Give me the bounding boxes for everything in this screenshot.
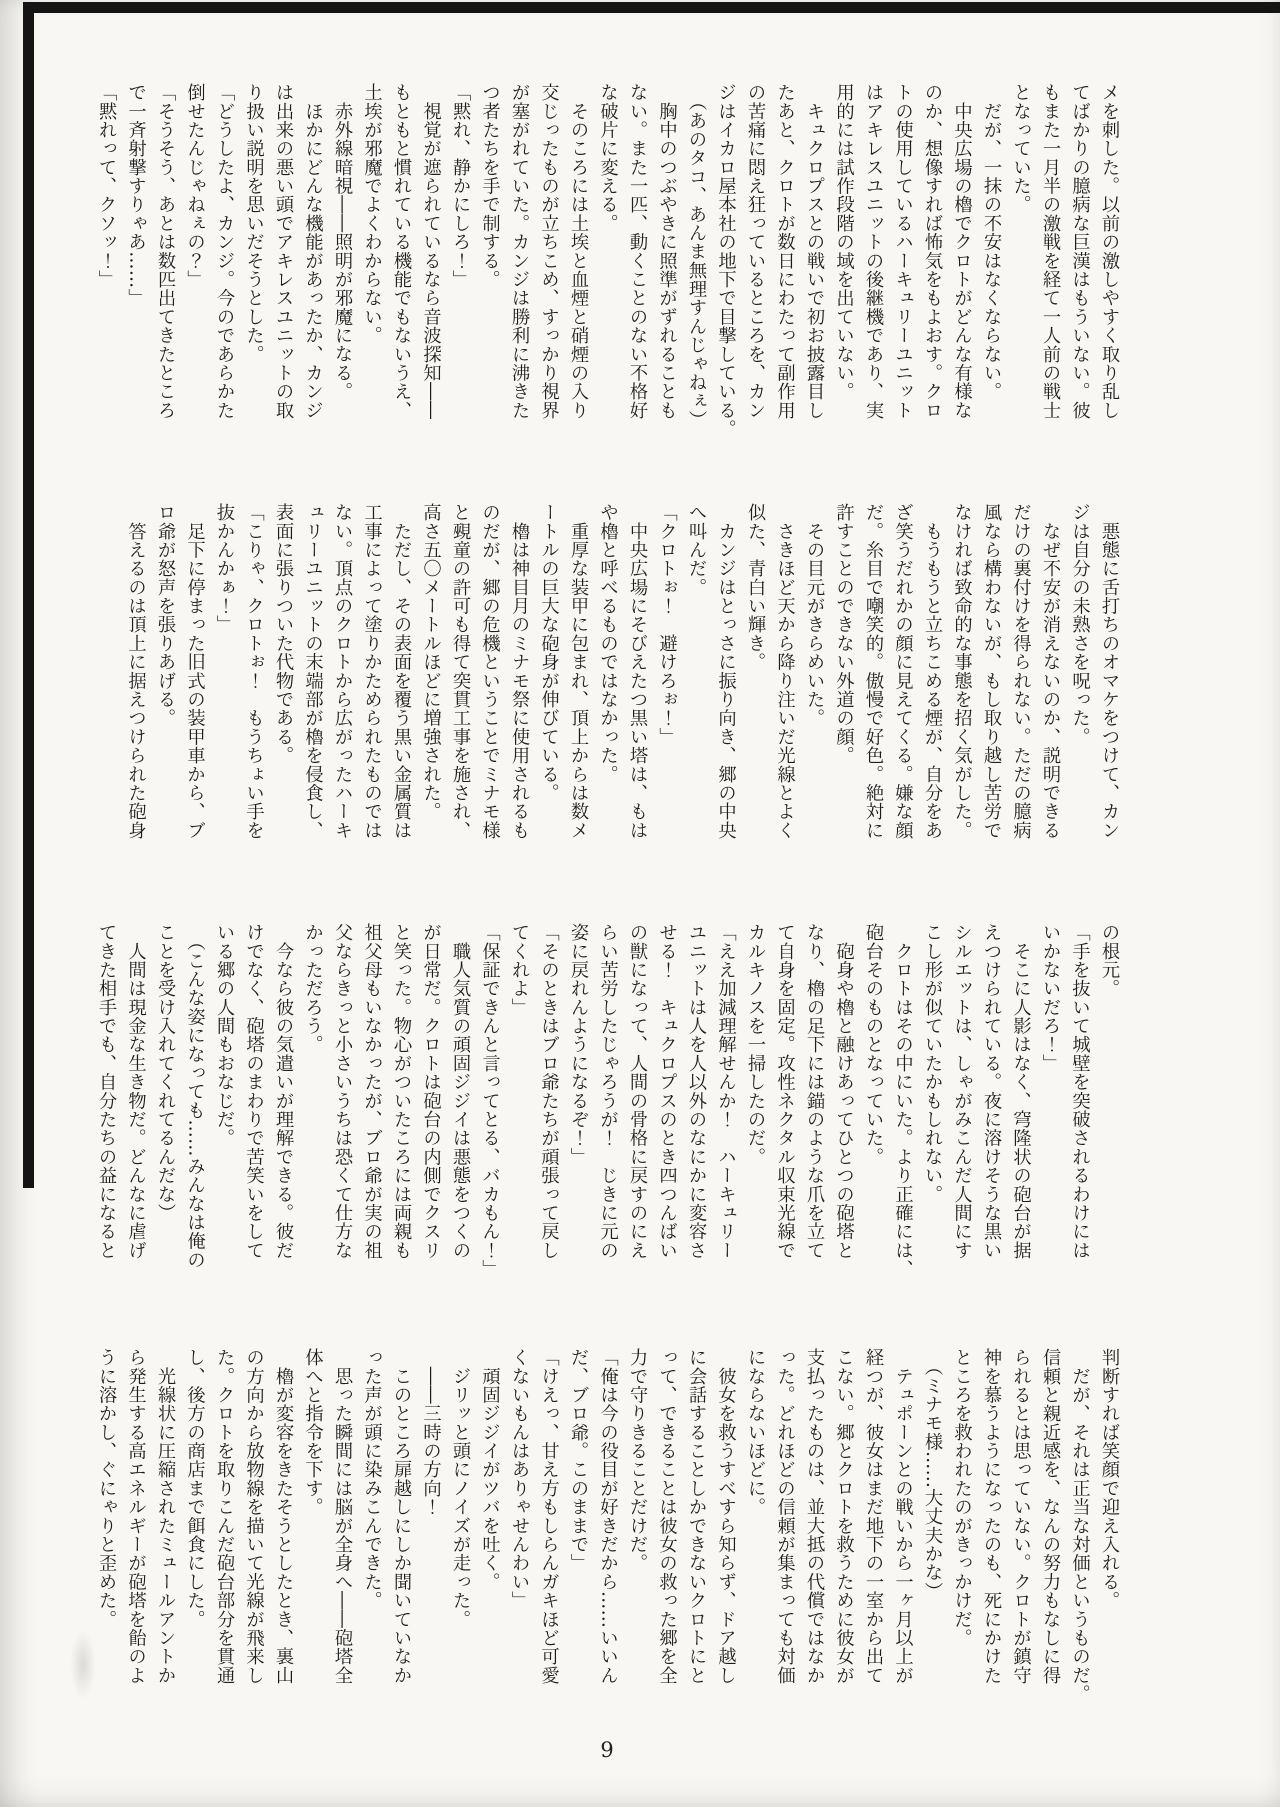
text-column: ジは自分の未熟さを呪った。 <box>1069 503 1091 746</box>
text-column: 力で守りきることだけだ。 <box>627 1348 648 1573</box>
text-column: ジリッと頭にノイズが走った。 <box>450 1348 471 1629</box>
text-column: ほかにどんな機能があったか、カンジ <box>302 83 324 420</box>
text-column: いる郷の人間もおなじだ。 <box>214 923 235 1148</box>
text-column: （こんな姿になっても……みんなは俺の <box>184 923 206 1269</box>
text-column: もうもうと立ちこめる煙が、自分をあ <box>922 503 943 840</box>
text-column: 櫓が変容をきたそうとしたとき、裏山 <box>273 1348 294 1685</box>
text-column: なぜ不安が消えないのか、説明できる <box>1040 503 1061 840</box>
text-column: 櫓は神目月のミナモ祭に使用されるも <box>509 503 530 840</box>
text-column: 答えるのは頂上に据えつけられた砲身 <box>125 503 147 840</box>
text-column: つ者たちを手で制する。 <box>479 83 501 289</box>
text-column: った。どれほどの信頼が集まっても対価 <box>774 1348 796 1685</box>
text-column: 人間は現金な生き物だ。どんなに虐げ <box>125 923 147 1260</box>
text-column: 「手を抜いて城壁を突破されるわけには <box>1069 923 1091 1260</box>
text-column: 頑固ジジイがツバを吐く。 <box>479 1348 501 1591</box>
text-column: ュリーユニットの末端部が櫓を侵食し、 <box>302 503 324 840</box>
text-column: られるとは思っていない。クロトが鎮守 <box>1010 1348 1032 1685</box>
text-column: クロトはその中にいた。より正確には、 <box>892 923 914 1279</box>
text-column: シルエットは、しゃがみこんだ人間にす <box>951 923 973 1260</box>
text-column: もともと慣れている機能でもないうえ、 <box>391 83 412 420</box>
text-column: が日常だ。クロトは砲台の内側でクスリ <box>420 923 442 1260</box>
text-column: にならないほどに。 <box>745 1348 766 1517</box>
text-column: こし形が似ていたかもしれない。 <box>922 923 943 1204</box>
text-column: 判断すれば笑顔で迎え入れる。 <box>1099 1348 1120 1610</box>
text-column: 神を慕うようになったのも、死にかけた <box>981 1348 1002 1685</box>
text-column: テュポーンとの戦いから一ヶ月以上が <box>892 1348 914 1685</box>
text-column: ートルの巨大な砲身が伸びている。 <box>538 503 560 803</box>
text-column: メを刺した。以前の激しやすく取り乱し <box>1099 83 1120 420</box>
text-column: キュクロプスとの戦いで初お披露目し <box>804 83 825 420</box>
text-column: 視覚が遮られているなら音波探知―― <box>420 83 442 420</box>
text-column: た。クロトを取りこんだ砲台部分を貫通 <box>214 1348 235 1685</box>
text-column: の根元。 <box>1099 923 1120 998</box>
text-band-3 <box>90 923 1124 1297</box>
text-column: 土埃が邪魔でよくわからない。 <box>361 83 383 345</box>
text-column: 倒せたんじゃねぇの？」 <box>184 83 206 289</box>
text-column: だ。糸目で嘲笑的。傲慢で好色。絶対に <box>863 503 884 840</box>
text-column: のか、想像すれば怖気をもよおす。クロ <box>922 83 943 420</box>
text-column: ところを救われたのがきっかけだ。 <box>951 1348 973 1648</box>
text-column: えつけられている。夜に溶けそうな黒い <box>981 923 1002 1260</box>
text-column: 足下に停まった旧式の装甲車から、ブ <box>184 503 206 840</box>
text-column: ――三時の方向！ <box>420 1348 442 1517</box>
text-column: 姿に戻れんようになるぞ！」 <box>568 923 589 1166</box>
text-column: 体へと指令を下す。 <box>302 1348 324 1517</box>
text-column: てくれよ」 <box>509 923 530 1017</box>
text-column: は出来の悪い頭でアキレスユニットの取 <box>273 83 294 420</box>
page-number: 9 <box>600 1738 614 1762</box>
text-column: と笑った。物心がついたころには両親も <box>391 923 412 1260</box>
text-column: に会話することしかできないクロトにと <box>686 1348 707 1685</box>
text-column: ジはイカロ屋本社の地下で目撃している。 <box>715 83 737 439</box>
text-column: だが、一抹の不安はなくならない。 <box>981 83 1002 401</box>
text-column: ざ笑うだれかの顔に見えてくる。嫌な顔 <box>892 503 914 840</box>
text-column: ら発生する高エネルギーが砲塔を飴のよ <box>125 1348 147 1685</box>
text-column: さきほど天から降り注いだ光線とよく <box>774 503 796 840</box>
text-column: 工事によって塗りかためられたものでは <box>361 503 383 840</box>
text-column: 似た、青白い輝き。 <box>745 503 766 672</box>
text-column: 許すことのできない外道の顔。 <box>833 503 855 765</box>
text-column: 「俺は今の役目が好きだから……いいん <box>597 1348 619 1685</box>
text-column: 胸中のつぶやきに照準がずれることも <box>656 83 678 420</box>
text-column: 赤外線暗視――照明が邪魔になる。 <box>332 83 353 401</box>
text-column: 「保証できんと言ってとる、バカもん！」 <box>479 923 501 1279</box>
text-column: （あのタコ、あんま無理すんじゃねぇ） <box>686 83 707 429</box>
text-column: 表面に張りついた代物である。 <box>273 503 294 765</box>
text-column: 抜かんかぁ！」 <box>214 503 235 634</box>
text-column: 職人気質の頑固ジジイは悪態をつくの <box>450 923 471 1260</box>
text-column: なり、櫓の足下には錨のような爪を立て <box>804 923 825 1260</box>
text-column: 高さ五〇メートルほどに増強された。 <box>420 503 442 821</box>
text-column: くないもんはありゃせんわい」 <box>509 1348 530 1610</box>
text-column: 砲身や櫓と融けあってひとつの砲塔と <box>833 923 855 1260</box>
text-column: だが、それは正当な対価というものだ。 <box>1069 1348 1091 1704</box>
text-column: のだが、郷の危機ということでミナモ様 <box>479 503 501 840</box>
text-column: だけの裏付けを得られない。ただの臆病 <box>1010 503 1032 840</box>
text-column: ただし、その表面を覆う黒い金属質は <box>391 503 412 840</box>
text-column: ロ爺が怒声を張りあげる。 <box>155 503 176 728</box>
text-column: で一斉射撃すりゃあ……」 <box>125 83 147 308</box>
text-column: てきた相手でも、自分たちの益になると <box>96 923 117 1260</box>
text-column: 「クロトぉ！ 避けろぉ！」 <box>656 503 678 746</box>
text-column: 風なら構わないが、もし取り越し苦労で <box>981 503 1002 840</box>
text-column: 父ならきっと小さいうちは恐くて仕方な <box>332 923 353 1260</box>
text-column: 光線状に圧縮されたミュールアントか <box>155 1348 176 1685</box>
text-column: 「ええ加減理解せんか！ ハーキュリー <box>715 923 737 1260</box>
text-column: （ミナモ様……大丈夫かな） <box>922 1348 943 1601</box>
text-column: てばかりの臆病な巨漢はもういない。彼 <box>1069 83 1091 420</box>
text-column: って、できることは彼女の救った郷を全 <box>656 1348 678 1685</box>
text-column: 悪態に舌打ちのオマケをつけて、カン <box>1099 503 1120 840</box>
text-column: や櫓と呼べるものではなかった。 <box>597 503 619 784</box>
text-column: 用的には試作段階の域を出ていない。 <box>833 83 855 401</box>
text-column: こない。郷とクロトを救うために彼女が <box>833 1348 855 1685</box>
text-column: そこに人影はなく、穹隆状の砲台が据 <box>1010 923 1032 1260</box>
text-column: せる！ キュクロプスのとき四つんばい <box>656 923 678 1260</box>
text-column: となっていた。 <box>1010 83 1032 214</box>
text-column: だ、ブロ爺。このままで」 <box>568 1348 589 1573</box>
text-column: かっただろう。 <box>302 923 324 1054</box>
text-column: へ叫んだ。 <box>686 503 707 597</box>
text-column: このところ扉越しにしか聞いていなか <box>391 1348 412 1685</box>
text-column: の方向から放物線を描いて光線が飛来し <box>243 1348 265 1685</box>
text-column: けでなく、砲塔のまわりで苦笑いをして <box>243 923 265 1260</box>
text-column: トの使用しているハーキュリーユニット <box>892 83 914 420</box>
text-column: 今なら彼の気遣いが理解できる。彼だ <box>273 923 294 1260</box>
text-column: し、後方の商店まで餌食にした。 <box>184 1348 206 1629</box>
text-column: もまた一月半の激戦を経て一人前の戦士 <box>1040 83 1061 420</box>
text-column: 交じったものが立ちこめ、すっかり視界 <box>538 83 560 420</box>
text-column: 祖父母もいなかったが、ブロ爺が実の祖 <box>361 923 383 1260</box>
text-column: なければ致命的な事態を招く気がした。 <box>951 503 973 840</box>
text-column: その目元がきらめいた。 <box>804 503 825 728</box>
text-band-4 <box>90 1348 1124 1722</box>
text-column: 信頼と親近感を、なんの努力もなしに得 <box>1040 1348 1061 1685</box>
text-column: ない。また一匹、動くことのない不格好 <box>627 83 648 420</box>
text-column: そのころには土埃と血煙と硝煙の入り <box>568 83 589 420</box>
text-column: 中央広場にそびえたつ黒い塔は、もは <box>627 503 648 840</box>
text-column: たあと、クロトが数日にわたって副作用 <box>774 83 796 420</box>
text-column: 支払ったものは、並大抵の代償ではなか <box>804 1348 825 1685</box>
text-column: 「黙れって、クソッ！」 <box>96 83 117 289</box>
text-column: 「そのときはブロ爺たちが頑張って戻し <box>538 923 560 1260</box>
text-column: カンジはとっさに振り向き、郷の中央 <box>715 503 737 840</box>
text-column: 「黙れ、静かにしろ！」 <box>450 83 471 289</box>
text-column: 「どうしたよ、カンジ。今のであらかた <box>214 83 235 420</box>
text-column: らい苦労したじゃろうが！ じきに元の <box>597 923 619 1260</box>
text-column: 「そうそう、あとは数匹出てきたところ <box>155 83 176 420</box>
text-column: 彼女を救うすべすら知らず、ドア越し <box>715 1348 737 1685</box>
text-column: て自身を固定。攻性ネクタル収束光線で <box>774 923 796 1260</box>
text-column: ことを受け入れてくれてるんだな） <box>155 923 176 1223</box>
text-column: の苦痛に悶え狂っているところを、カン <box>745 83 766 420</box>
text-column: った声が頭に染みこんできた。 <box>361 1348 383 1610</box>
text-column: カルキノスを一掃したのだ。 <box>745 923 766 1166</box>
text-column: 思った瞬間には脳が全身へ――砲塔全 <box>332 1348 353 1685</box>
text-column: 「けえっ、甘え方もしらんガキほど可愛 <box>538 1348 560 1685</box>
text-column: と覡童の許可も得て突貫工事を施され、 <box>450 503 471 840</box>
text-column: 「こりゃ、クロトぉ！ もうちょい手を <box>243 503 265 840</box>
text-column: 中央広場の櫓でクロトがどんな有様な <box>951 83 973 420</box>
page-frame-left-rule <box>23 2 34 1188</box>
text-column: り扱い説明を思いだそうとした。 <box>243 83 265 364</box>
text-column: 重厚な装甲に包まれ、頂上からは数メ <box>568 503 589 840</box>
text-column: な破片に変える。 <box>597 83 619 233</box>
page-frame-top-rule <box>28 2 1280 13</box>
text-column: の獣になって、人間の骨格に戻すのにえ <box>627 923 648 1260</box>
text-column: ユニットは人を人以外のなにかに変容さ <box>686 923 707 1260</box>
text-band-1 <box>90 83 1124 457</box>
text-column: が塞がれていた。カンジは勝利に沸きた <box>509 83 530 420</box>
text-column: ない。頂点のクロトから広がったハーキ <box>332 503 353 840</box>
text-column: 経つが、彼女はまだ地下の一室から出て <box>863 1348 884 1685</box>
text-column: はアキレスユニットの後継機であり、実 <box>863 83 884 420</box>
text-column: いかないだろ！」 <box>1040 923 1061 1073</box>
text-column: 砲台そのものとなっていた。 <box>863 923 884 1166</box>
text-column: うに溶かし、ぐにゃりと歪めた。 <box>96 1348 117 1629</box>
text-band-2 <box>90 503 1124 877</box>
